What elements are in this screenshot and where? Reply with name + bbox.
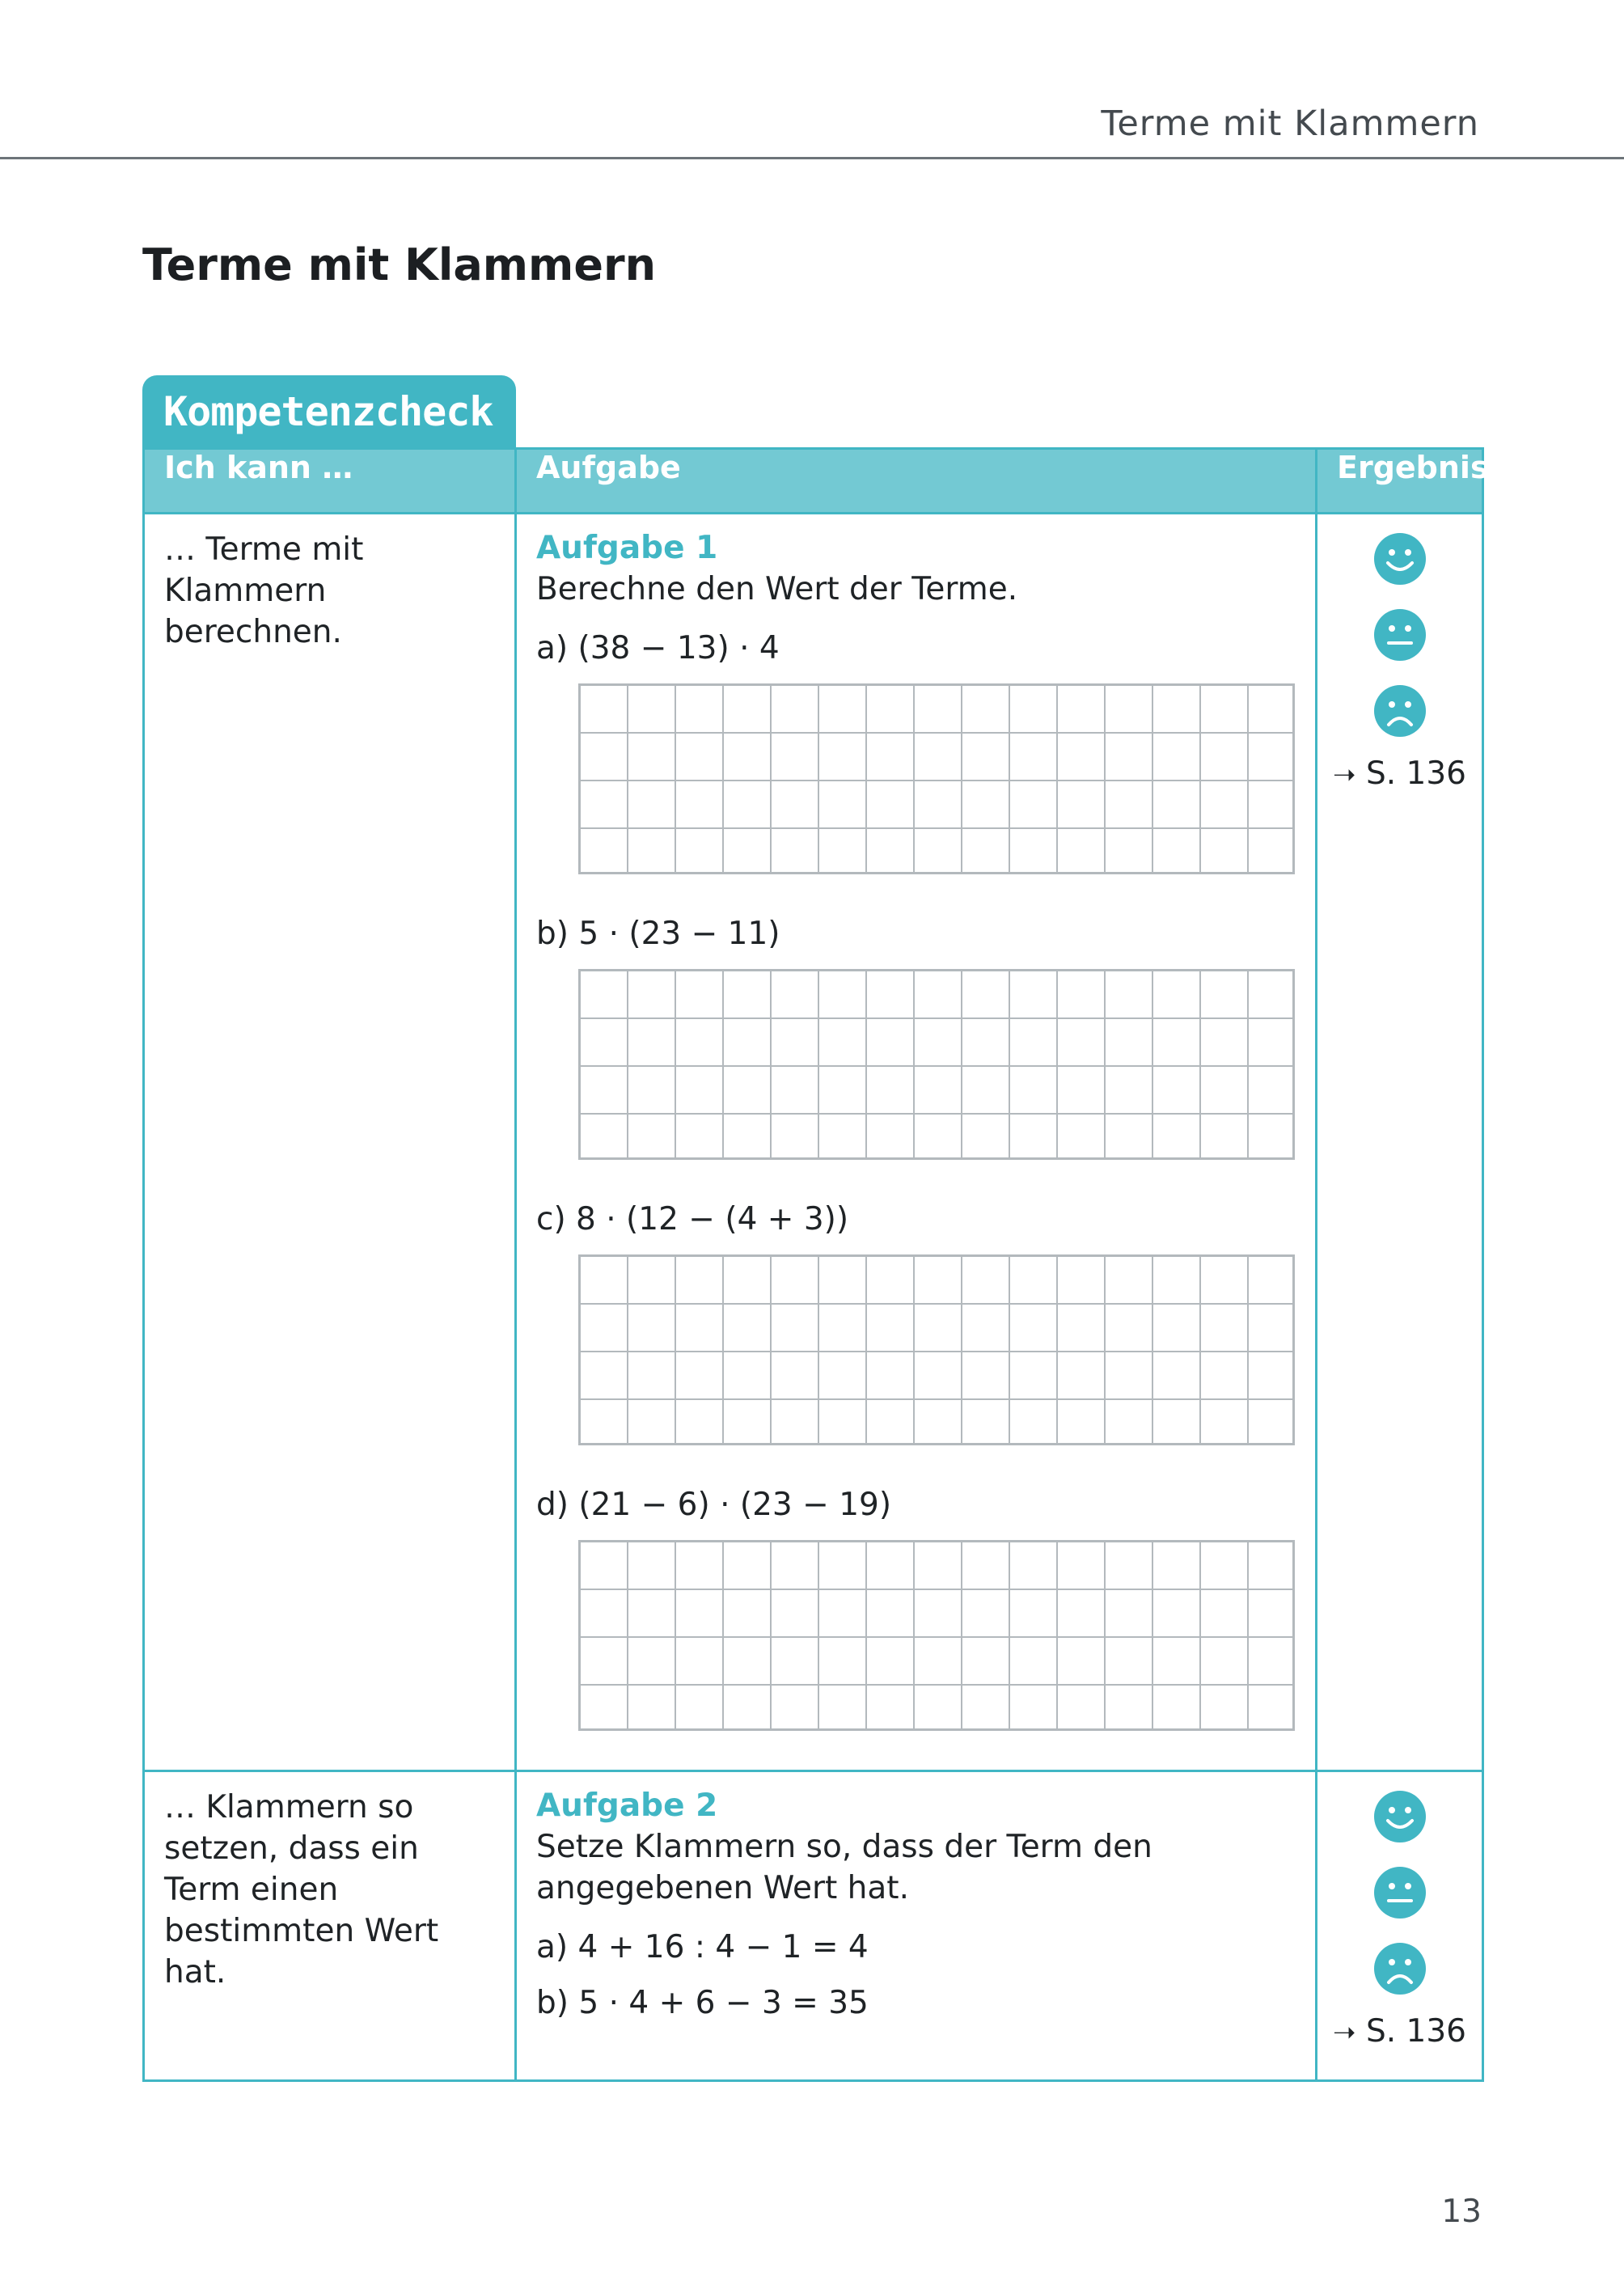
- task-description: Setze Klammern so, dass der Term den angegebenen Wert hat.: [536, 1829, 1152, 1906]
- header-rule: [0, 157, 1624, 159]
- task-item: a) 4 + 16 : 4 − 1 = 4: [536, 1929, 869, 1965]
- kompetenzcheck-tab: Kompetenzcheck: [142, 375, 516, 448]
- task-item: c) 8 · (12 − (4 + 3)): [536, 1201, 849, 1237]
- task-item: b) 5 · (23 − 11): [536, 916, 780, 952]
- result-cell: [1317, 514, 1483, 1771]
- running-header-title: Terme mit Klammern: [1101, 104, 1479, 144]
- kompetenzcheck-table: [142, 447, 1489, 2082]
- page-reference[interactable]: [1317, 755, 1482, 792]
- neutral-face-icon[interactable]: [1373, 608, 1427, 662]
- task-item: d) (21 − 6) · (23 − 19): [536, 1487, 892, 1523]
- task-cell: [516, 514, 1317, 1771]
- page-title: Terme mit Klammern: [142, 239, 657, 290]
- task-description: Berechne den Wert der Terme.: [536, 571, 1018, 607]
- skill-cell: … Terme mit Klammern berechnen.: [144, 514, 516, 1771]
- task-title: Aufgabe 1: [536, 530, 718, 566]
- page-number: 13: [1441, 2194, 1482, 2230]
- answer-grid[interactable]: [578, 1254, 1295, 1445]
- column-header-aufgabe: Aufgabe: [516, 449, 1317, 514]
- table-row: [144, 514, 1483, 1771]
- answer-grid[interactable]: [578, 683, 1295, 874]
- column-header-ich-kann: Ich kann …: [144, 449, 516, 514]
- arrow-right-icon: ➝: [1333, 759, 1356, 791]
- page-reference[interactable]: [1317, 2013, 1482, 2050]
- sad-face-icon[interactable]: [1373, 684, 1427, 738]
- neutral-face-icon[interactable]: [1373, 1866, 1427, 1919]
- task-item: b) 5 · 4 + 6 − 3 = 35: [536, 1985, 869, 2021]
- happy-face-icon[interactable]: [1373, 532, 1427, 586]
- skill-cell: … Klammern so setzen, dass ein Term einen bestimmten Wert hat.: [144, 1771, 516, 2081]
- sad-face-icon[interactable]: [1373, 1942, 1427, 1995]
- task-cell: [516, 1771, 1317, 2081]
- task-item: a) (38 − 13) · 4: [536, 630, 780, 666]
- arrow-right-icon: ➝: [1333, 2016, 1356, 2049]
- answer-grid[interactable]: [578, 969, 1295, 1160]
- happy-face-icon[interactable]: [1373, 1790, 1427, 1843]
- result-cell: [1317, 1771, 1483, 2081]
- page-reference-label: S. 136: [1365, 2013, 1466, 2050]
- answer-grid[interactable]: [578, 1540, 1295, 1731]
- task-title: Aufgabe 2: [536, 1787, 718, 1824]
- column-header-ergebnis: Ergebnis: [1317, 449, 1483, 514]
- table-row: [144, 1771, 1483, 2081]
- page-reference-label: S. 136: [1365, 755, 1466, 792]
